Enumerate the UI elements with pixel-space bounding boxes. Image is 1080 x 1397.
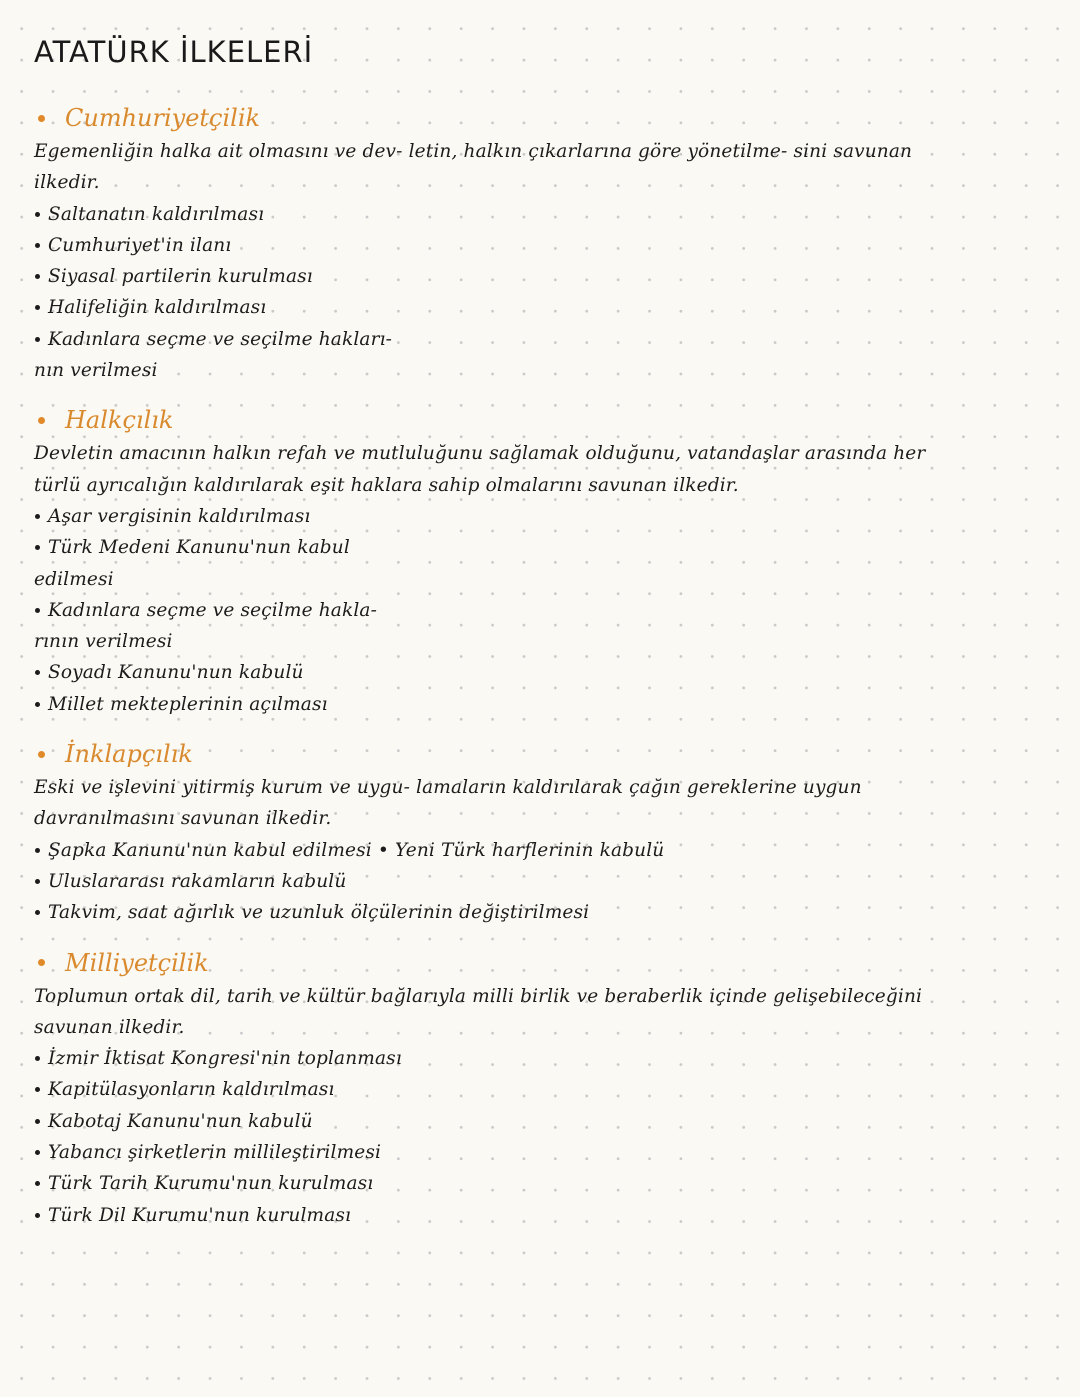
- description-line: türlü ayrıcalığın kaldırılarak eşit haklara sahip olmalarını savunan ilkedir.: [34, 474, 739, 496]
- section-heading-label: İnklapçılık: [65, 740, 193, 769]
- list-item: Türk Medeni Kanunu'nun kabul: [34, 532, 1044, 563]
- section-inklapcilik: [34, 734, 1044, 928]
- description-line: Eski ve işlevini yitirmiş kurum ve uygu- lamaların kaldırılarak çağın gereklerine uygun: [34, 777, 862, 799]
- description-line: Egemenliğin halka ait olmasını ve dev- letin, halkın çıkarlarına göre yönetilme- sini savunan: [34, 141, 913, 162]
- section-milliyetcilik: [34, 943, 1044, 1231]
- list-item: Halifeliğin kaldırılması: [34, 292, 1044, 323]
- list-item: Yabancı şirketlerin millileştirilmesi: [34, 1137, 1044, 1168]
- list-item: Kapitülasyonların kaldırılması: [34, 1074, 1044, 1105]
- list-item: Aşar vergisinin kaldırılması: [34, 501, 1044, 532]
- list-item: Şapka Kanunu'nun kabul edilmesi • Yeni Türk harflerinin kabulü: [34, 835, 1044, 866]
- section-heading-label: Halkçılık: [65, 406, 174, 435]
- section-heading: [34, 734, 1044, 774]
- description-line: ilkedir.: [34, 172, 100, 194]
- list-item: Saltanatın kaldırılması: [34, 199, 1044, 230]
- page-title: ATATÜRK İLKELERİ: [34, 35, 314, 69]
- section-cumhuriyetcilik: [34, 98, 1044, 386]
- section-heading-label: Cumhuriyetçilik: [65, 104, 261, 132]
- section-spacer: [34, 720, 1044, 734]
- note-page: [34, 30, 1044, 1231]
- section-heading: [34, 943, 1044, 983]
- heading-bullet-icon: [38, 115, 45, 122]
- list-item: Türk Tarih Kurumu'nun kurulması: [34, 1168, 1044, 1199]
- section-heading: [34, 400, 1044, 440]
- section-spacer: [34, 929, 1044, 943]
- list-item-continuation: nın verilmesi: [34, 360, 158, 382]
- section-spacer: [34, 386, 1044, 400]
- section-heading: [34, 98, 1044, 138]
- heading-bullet-icon: [38, 751, 45, 758]
- list-item: Kadınlara seçme ve seçilme hakla-: [34, 595, 1044, 626]
- heading-bullet-icon: [38, 417, 45, 424]
- description-line: Toplumun ortak dil, tarih ve kültür bağlarıyla milli birlik ve beraberlik içinde gelişebileceğini: [34, 985, 923, 1007]
- list-item: Soyadı Kanunu'nun kabulü: [34, 657, 1044, 688]
- list-item: Cumhuriyet'in ilanı: [34, 230, 1044, 261]
- section-heading-label: Milliyetçilik: [65, 948, 209, 977]
- list-item-continuation: rının verilmesi: [34, 631, 173, 653]
- heading-bullet-icon: [38, 959, 45, 966]
- list-item-continuation: edilmesi: [34, 568, 114, 590]
- list-item: Takvim, saat ağırlık ve uzunluk ölçülerinin değiştirilmesi: [34, 897, 1044, 928]
- section-halkcilik: [34, 400, 1044, 720]
- description-line: davranılmasını savunan ilkedir.: [34, 808, 332, 830]
- list-item: Kabotaj Kanunu'nun kabulü: [34, 1106, 1044, 1137]
- list-item: Kadınlara seçme ve seçilme hakları-: [34, 324, 1044, 355]
- list-item: Millet mekteplerinin açılması: [34, 689, 1044, 720]
- list-item: Siyasal partilerin kurulması: [34, 261, 1044, 292]
- description-line: savunan ilkedir.: [34, 1016, 185, 1038]
- description-line: Devletin amacının halkın refah ve mutluluğunu sağlamak olduğunu, vatandaşlar arasında her: [34, 443, 926, 465]
- list-item: İzmir İktisat Kongresi'nin toplanması: [34, 1043, 1044, 1074]
- list-item: Uluslararası rakamların kabulü: [34, 866, 1044, 897]
- list-item: Türk Dil Kurumu'nun kurulması: [34, 1200, 1044, 1231]
